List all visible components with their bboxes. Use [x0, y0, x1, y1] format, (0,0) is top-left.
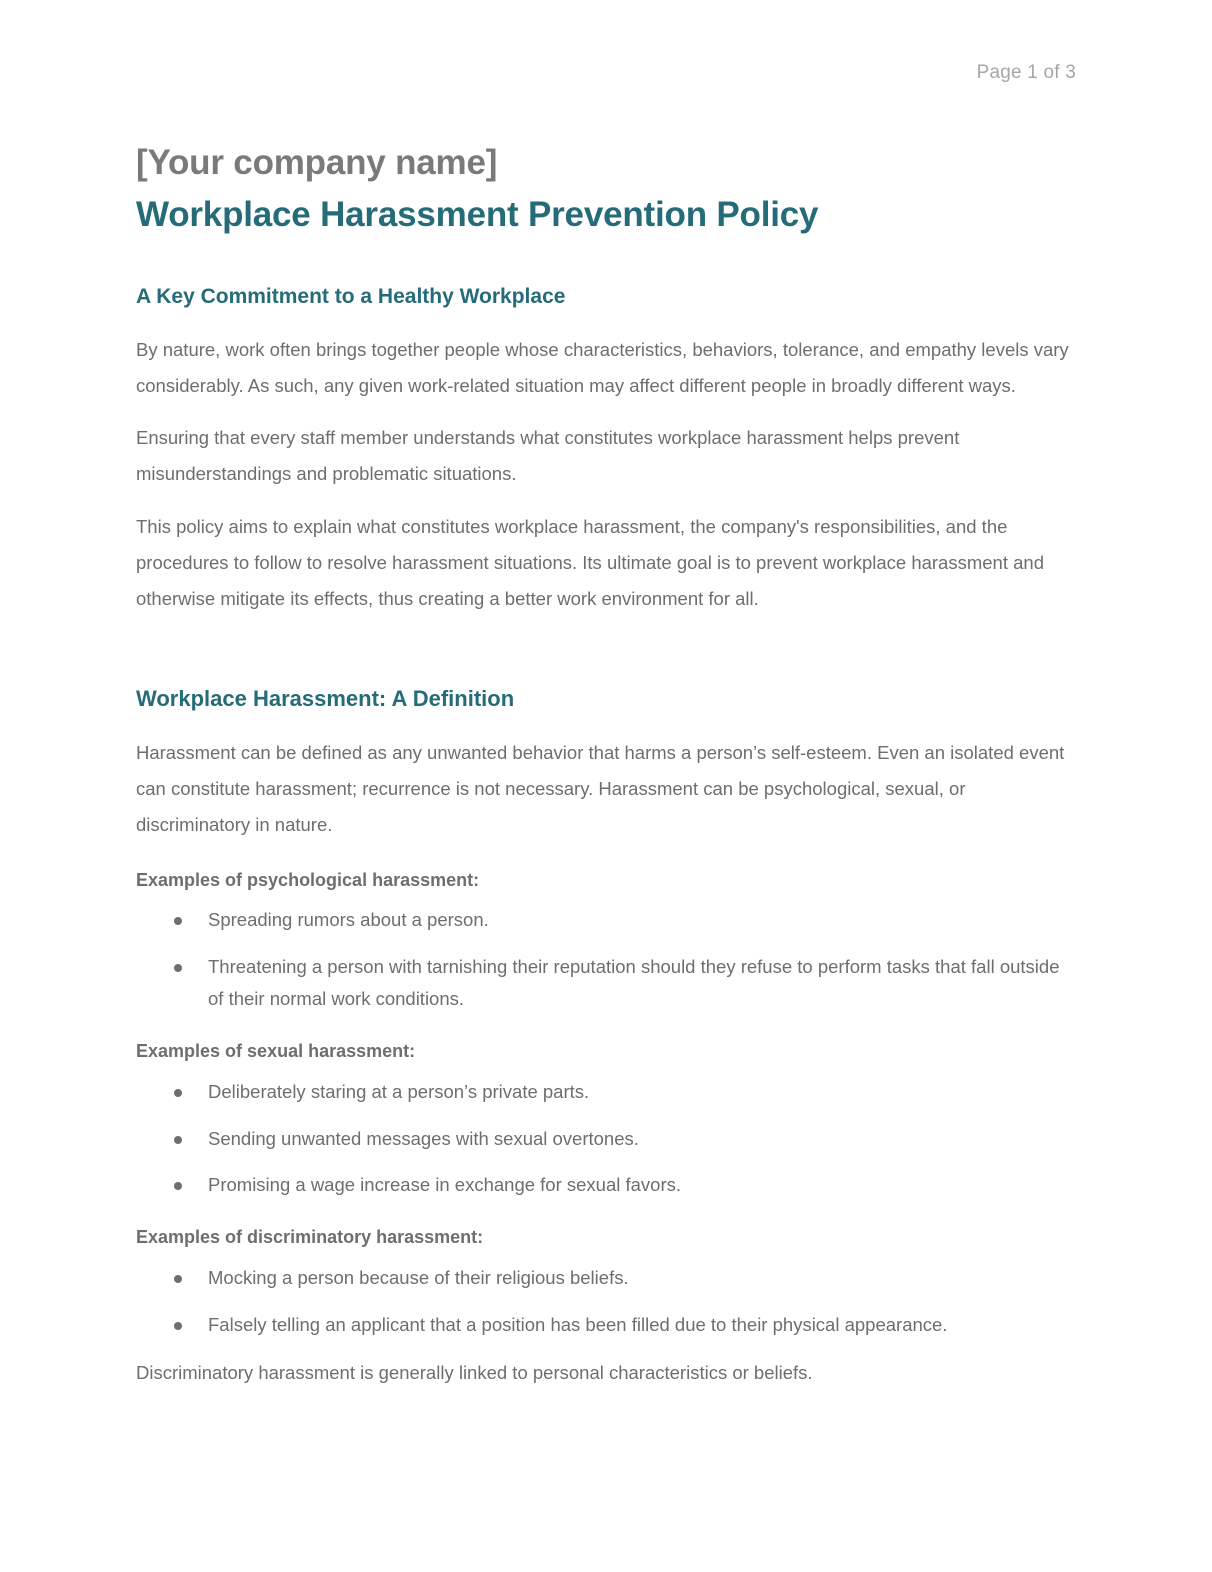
page-number-indicator: Page 1 of 3 [976, 62, 1076, 83]
list-item: Deliberately staring at a person’s private parts. [136, 1076, 1076, 1108]
lead-in-discriminatory: Examples of discriminatory harassment: [136, 1227, 484, 1248]
list-item: Mocking a person because of their religious beliefs. [136, 1262, 1076, 1294]
list-item: Falsely telling an applicant that a position has been filled due to their physical appearance. [136, 1309, 1076, 1341]
paragraph: Ensuring that every staff member understands what constitutes workplace harassment helps prevent misunderstandings and problematic situations. [136, 427, 960, 485]
paragraph: This policy aims to explain what constitutes workplace harassment, the company's responsibilities, and the procedures to follow to resolve harassment situations. Its ultimate goal is to prevent workplace harassment and otherwise mitigate its effects, thus creating a better work environment for all. [136, 515, 1044, 609]
document-body [136, 140, 1076, 1407]
bullet-list-sexual [136, 1076, 1076, 1201]
lead-in-sexual: Examples of sexual harassment: [136, 1041, 416, 1062]
section-heading-commitment: A Key Commitment to a Healthy Workplace [136, 285, 566, 308]
list-item: Promising a wage increase in exchange for sexual favors. [136, 1169, 1076, 1201]
lead-in-psychological: Examples of psychological harassment: [136, 869, 480, 890]
page-title: Workplace Harassment Prevention Policy [136, 194, 819, 234]
bullet-list-psychological [136, 904, 1076, 1015]
company-name-placeholder: [Your company name] [136, 143, 498, 182]
bullet-list-discriminatory [136, 1262, 1076, 1341]
paragraph: By nature, work often brings together people whose characteristics, behaviors, tolerance, and empathy levels vary considerably. As such, any given work-related situation may affect different people in broadly different ways. [136, 339, 1069, 397]
list-item: Sending unwanted messages with sexual overtones. [136, 1123, 1076, 1155]
section-heading-definition: Workplace Harassment: A Definition [136, 685, 515, 711]
closing-paragraph: Discriminatory harassment is generally linked to personal characteristics or beliefs. [136, 1361, 813, 1383]
paragraph: Harassment can be defined as any unwanted behavior that harms a person’s self-esteem. Even an isolated event can constitute harassment; recurrence is not necessary. Harassment can be psychological, sexual, or discriminatory in nature. [136, 742, 1065, 836]
list-item: Threatening a person with tarnishing their reputation should they refuse to perform tasks that fall outside of their normal work conditions. [136, 951, 1076, 1016]
list-item: Spreading rumors about a person. [136, 904, 1076, 936]
